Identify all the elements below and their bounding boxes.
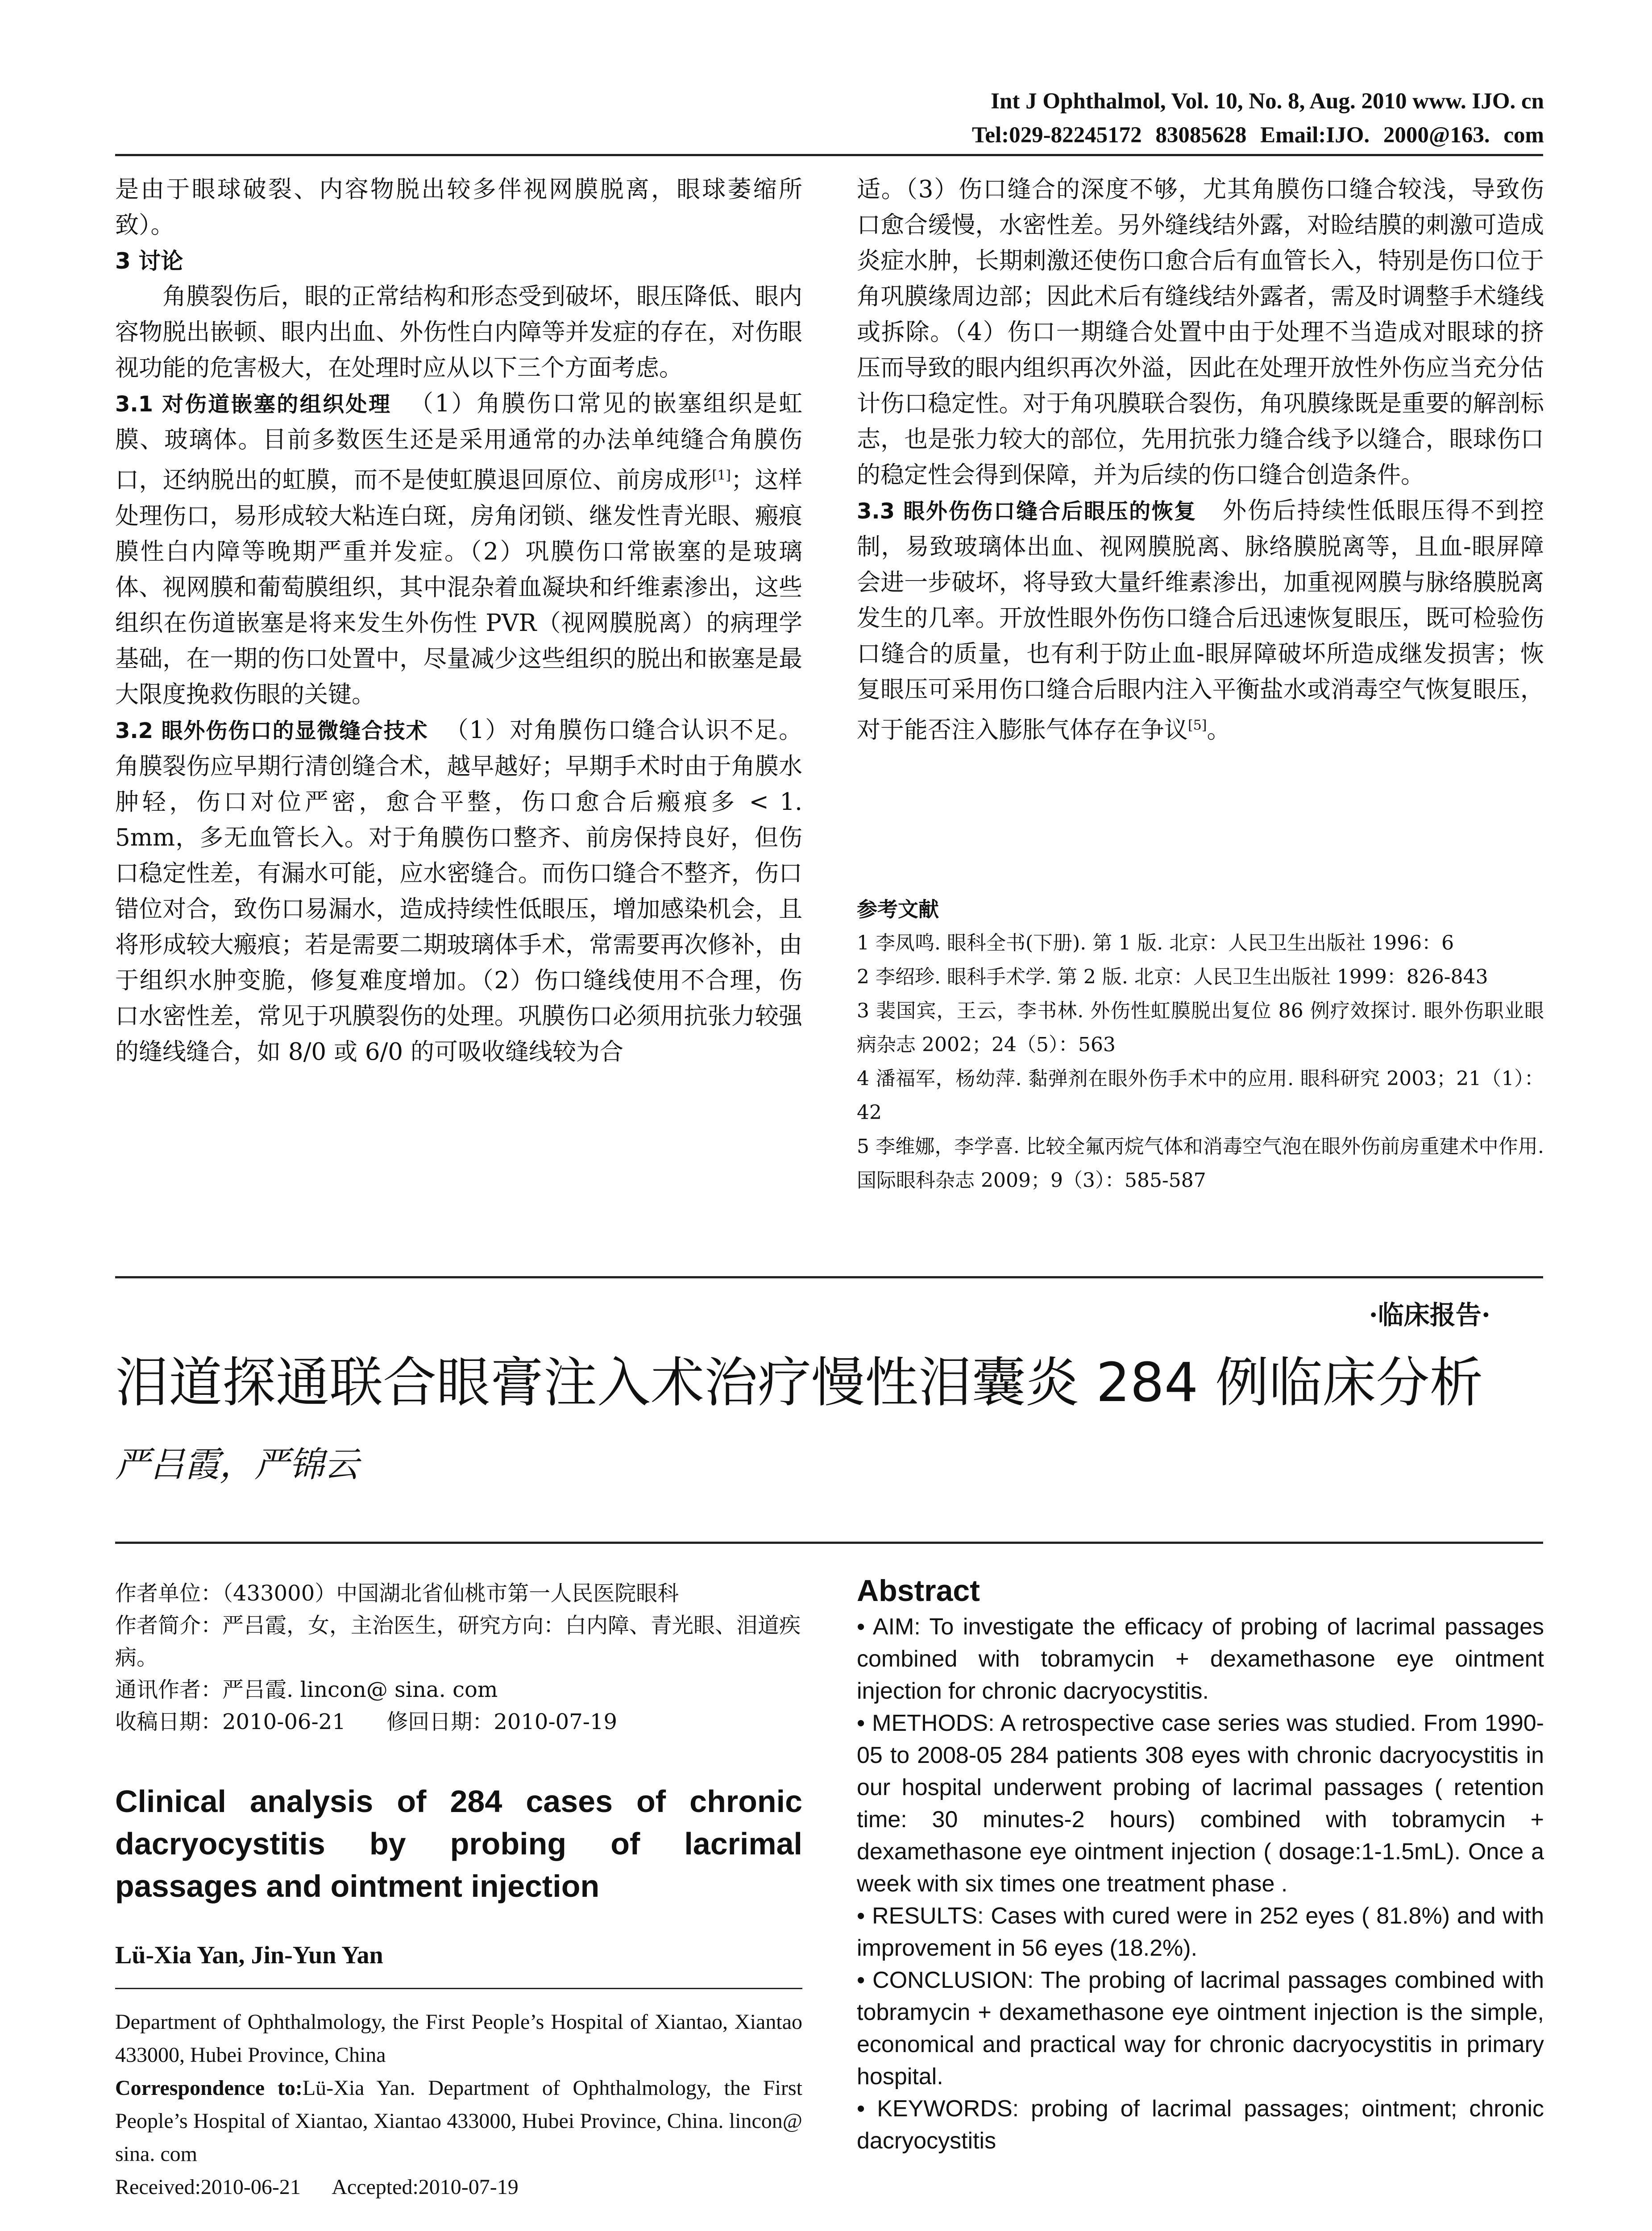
methods-label: • METHODS: (857, 1710, 995, 1736)
article-title-zh: 泪道探通联合眼膏注入术治疗慢性泪囊炎 284 例临床分析 (115, 1352, 1483, 1414)
affiliation: Department of Ophthalmology, the First People’s Hospital of Xiantao, Xiantao 433000, Hubei Province, China (115, 2010, 802, 2067)
header-rule (115, 154, 1543, 156)
author-info (115, 1577, 802, 1738)
left-column (115, 172, 802, 1070)
subsection-heading: 3.1 对伤道嵌塞的组织处理 (115, 392, 392, 417)
reference-item: 5 李维娜，李学喜. 比较全氟丙烷气体和消毒空气泡在眼外伤前房重建术中作用. 国际眼科杂志 2009；9（3）：585-587 (857, 1135, 1544, 1192)
paragraph (115, 713, 802, 1070)
authors-zh: 严吕霞，严锦云 (115, 1445, 359, 1485)
subsection-heading: 3.2 眼外伤伤口的显微缝合技术 (115, 718, 428, 743)
paragraph (115, 386, 802, 713)
author-unit: 作者单位：（433000）中国湖北省仙桃市第一人民医院眼科 (115, 1581, 679, 1606)
received-accepted: Received:2010-06-21 Accepted:2010-07-19 (115, 2175, 519, 2199)
paragraph: 角膜裂伤后，眼的正常结构和形态受到破坏，眼压降低、眼内容物脱出嵌顿、眼内出血、外伤性白内障等并发症的存在，对伤眼视功能的危害极大，在处理时应从以下三个方面考虑。 (115, 283, 802, 382)
keywords-text: probing of lacrimal passages; ointment; chronic dacryocystitis (857, 2096, 1544, 2154)
abstract-conclusion (857, 1964, 1544, 2093)
conclusion-text: The probing of lacrimal passages combined with tobramycin + dexamethasone eye ointment injection is the simple, economical and practical way for chronic dacryocystitis in primary hospital. (857, 1967, 1544, 2090)
dates: 收稿日期：2010-06-21 修回日期：2010-07-19 (115, 1709, 618, 1734)
correspondence-text: Lü-Xia Yan. Department of Ophthalmology, the First People’s Hospital of Xiantao, Xiantao 433000, Hubei Province, China. lincon@ sina. com (115, 2076, 802, 2166)
paragraph-text: （1）对角膜伤口缝合认识不足。角膜裂伤应早期行清创缝合术，越早越好；早期手术时由于角膜水肿轻，伤口对位严密，愈合平整，伤口愈合后瘢痕多 < 1. 5mm，多无血管长入。对于角膜伤口整齐、前房保持良好，但伤口稳定性差，有漏水可能，应水密缝合。而伤口缝合不整齐，伤口错位对合，致伤口易漏水，造成持续性低眼压，增加感染机会，且将形成较大瘢痕；若是需要二期玻璃体手术，常需要再次修补，由于组织水肿变脆，修复难度增加。（2）伤口缝线使用不合理，伤口水密性差，常见于巩膜裂伤的处理。巩膜伤口必须用抗张力较强的缝线缝合，如 8/0 或 6/0 的可吸收缝线较为合 (115, 716, 802, 1066)
aim-label: • AIM: (857, 1614, 921, 1640)
correspondence-label: Correspondence to: (115, 2076, 303, 2100)
reference-item: 3 裴国宾，王云，李书林. 外伤性虹膜脱出复位 86 例疗效探讨. 眼外伤职业眼病杂志 2002；24（5）：563 (857, 999, 1544, 1056)
authors-en: Lü-Xia Yan, Jin-Yun Yan (115, 1941, 383, 1969)
title-rule (115, 1542, 1543, 1544)
article-title-en: Clinical analysis of 284 cases of chronic dacryocystitis by probing of lacrimal passages and ointment injection (115, 1784, 802, 1903)
journal-contact: Tel:029-82245172 83085628 Email:IJO. 2000@163. com (971, 123, 1544, 148)
references (857, 892, 1544, 1198)
affil-rule (115, 1988, 802, 1989)
aim-text: To investigate the efficacy of probing of lacrimal passages combined with tobramycin + dexamethasone eye ointment injection for chronic dacryocystitis. (857, 1614, 1544, 1704)
right-column (857, 172, 1544, 748)
abstract-keywords (857, 2093, 1544, 2157)
section-tag: ·临床报告· (1369, 1300, 1490, 1330)
correspondence (115, 2072, 802, 2171)
abstract (857, 1571, 1544, 2157)
conclusion-label: • CONCLUSION: (857, 1967, 1034, 1993)
paragraph-text: ；这样处理伤口，易形成较大粘连白斑，房角闭锁、继发性青光眼、瘢痕膜性白内障等晚期严重并发症。（2）巩膜伤口常嵌塞的是玻璃体、视网膜和葡萄膜组织，其中混杂着血凝块和纤维素渗出，这些组织在伤道嵌塞是将来发生外伤性 PVR（视网膜脱离）的病理学基础，在一期的伤口处置中，尽量减少这些组织的脱出和嵌塞是最大限度挽救伤眼的关键。 (115, 466, 802, 708)
paragraph (857, 493, 1544, 748)
subsection-heading: 3.3 眼外伤伤口缝合后眼压的恢复 (857, 499, 1197, 524)
section-heading: 3 讨论 (115, 248, 183, 274)
abstract-methods (857, 1707, 1544, 1900)
article-divider (115, 1276, 1543, 1278)
paragraph-text: （1）角膜伤口常见的嵌塞组织是虹膜、玻璃体。目前多数医生还是采用通常的办法单纯缝合角膜伤口，还纳脱出的虹膜，而不是使虹膜退回原位、前房成形 (115, 390, 802, 494)
abstract-aim (857, 1611, 1544, 1707)
reference-item: 4 潘福军，杨幼萍. 黏弹剂在眼外伤手术中的应用. 眼科研究 2003；21（1）：42 (857, 1067, 1544, 1124)
reference-item: 2 李绍珍. 眼科手术学. 第 2 版. 北京：人民卫生出版社 1999：826-843 (857, 966, 1488, 988)
paragraph-text: 。 (1207, 716, 1231, 744)
corresponding-author: 通讯作者：严吕霞. lincon@ sina. com (115, 1677, 498, 1702)
citation-marker: [5] (1188, 717, 1207, 733)
journal-citation: Int J Ophthalmol, Vol. 10, No. 8, Aug. 2010 www. IJO. cn (991, 89, 1544, 114)
paragraph-text: 外伤后持续性低眼压得不到控制，易致玻璃体出血、视网膜脱离、脉络膜脱离等，且血-眼屏障会进一步破坏，将导致大量纤维素渗出，加重视网膜与脉络膜脱离发生的几率。开放性眼外伤伤口缝合后迅速恢复眼压，既可检验伤口缝合的质量，也有利于防止血-眼屏障破坏所造成继发损害；恢复眼压可采用伤口缝合后眼内注入平衡盐水或消毒空气恢复眼压，对于能否注入膨胀气体存在争议 (857, 497, 1544, 744)
paragraph: 适。（3）伤口缝合的深度不够，尤其角膜伤口缝合较浅，导致伤口愈合缓慢，水密性差。另外缝线结外露，对睑结膜的刺激可造成炎症水肿，长期刺激还使伤口愈合后有血管长入，特别是伤口位于角巩膜缘周边部；因此术后有缝线结外露者，需及时调整手术缝线或拆除。（4）伤口一期缝合处置中由于处理不当造成对眼球的挤压而导致的眼内组织再次外溢，因此在处理开放性外伤应当充分估计伤口稳定性。对于角巩膜联合裂伤，角巩膜缘既是重要的解剖标志，也是张力较大的部位，先用抗张力缝合线予以缝合，眼球伤口的稳定性会得到保障，并为后续的伤口缝合创造条件。 (857, 176, 1544, 489)
results-text: Cases with cured were in 252 eyes ( 81.8%) and with improvement in 56 eyes (18.2%). (857, 1903, 1544, 1961)
citation-marker: [1] (712, 468, 731, 483)
paragraph: 是由于眼球破裂、内容物脱出较多伴视网膜脱离，眼球萎缩所致）。 (115, 176, 802, 239)
results-label: • RESULTS: (857, 1903, 984, 1929)
reference-item: 1 李凤鸣. 眼科全书(下册). 第 1 版. 北京：人民卫生出版社 1996：6 (857, 932, 1454, 954)
abstract-results (857, 1900, 1544, 1964)
references-heading: 参考文献 (857, 897, 939, 921)
keywords-label: • KEYWORDS: (857, 2096, 1019, 2122)
author-bio: 作者简介：严吕霞，女，主治医生，研究方向：白内障、青光眼、泪道疾病。 (115, 1613, 801, 1670)
affiliation-block (115, 2006, 802, 2204)
abstract-heading: Abstract (857, 1574, 980, 1608)
methods-text: A retrospective case series was studied. From 1990-05 to 2008-05 284 patients 308 eyes with chronic dacryocystitis in our hospital underwent probing of lacrimal passages ( retention time: 30 minutes-2 hours) combined with tobramycin + dexamethasone eye ointment injection ( dosage:1-1.5mL). Once a week with six times one treatment phase . (857, 1710, 1544, 1897)
